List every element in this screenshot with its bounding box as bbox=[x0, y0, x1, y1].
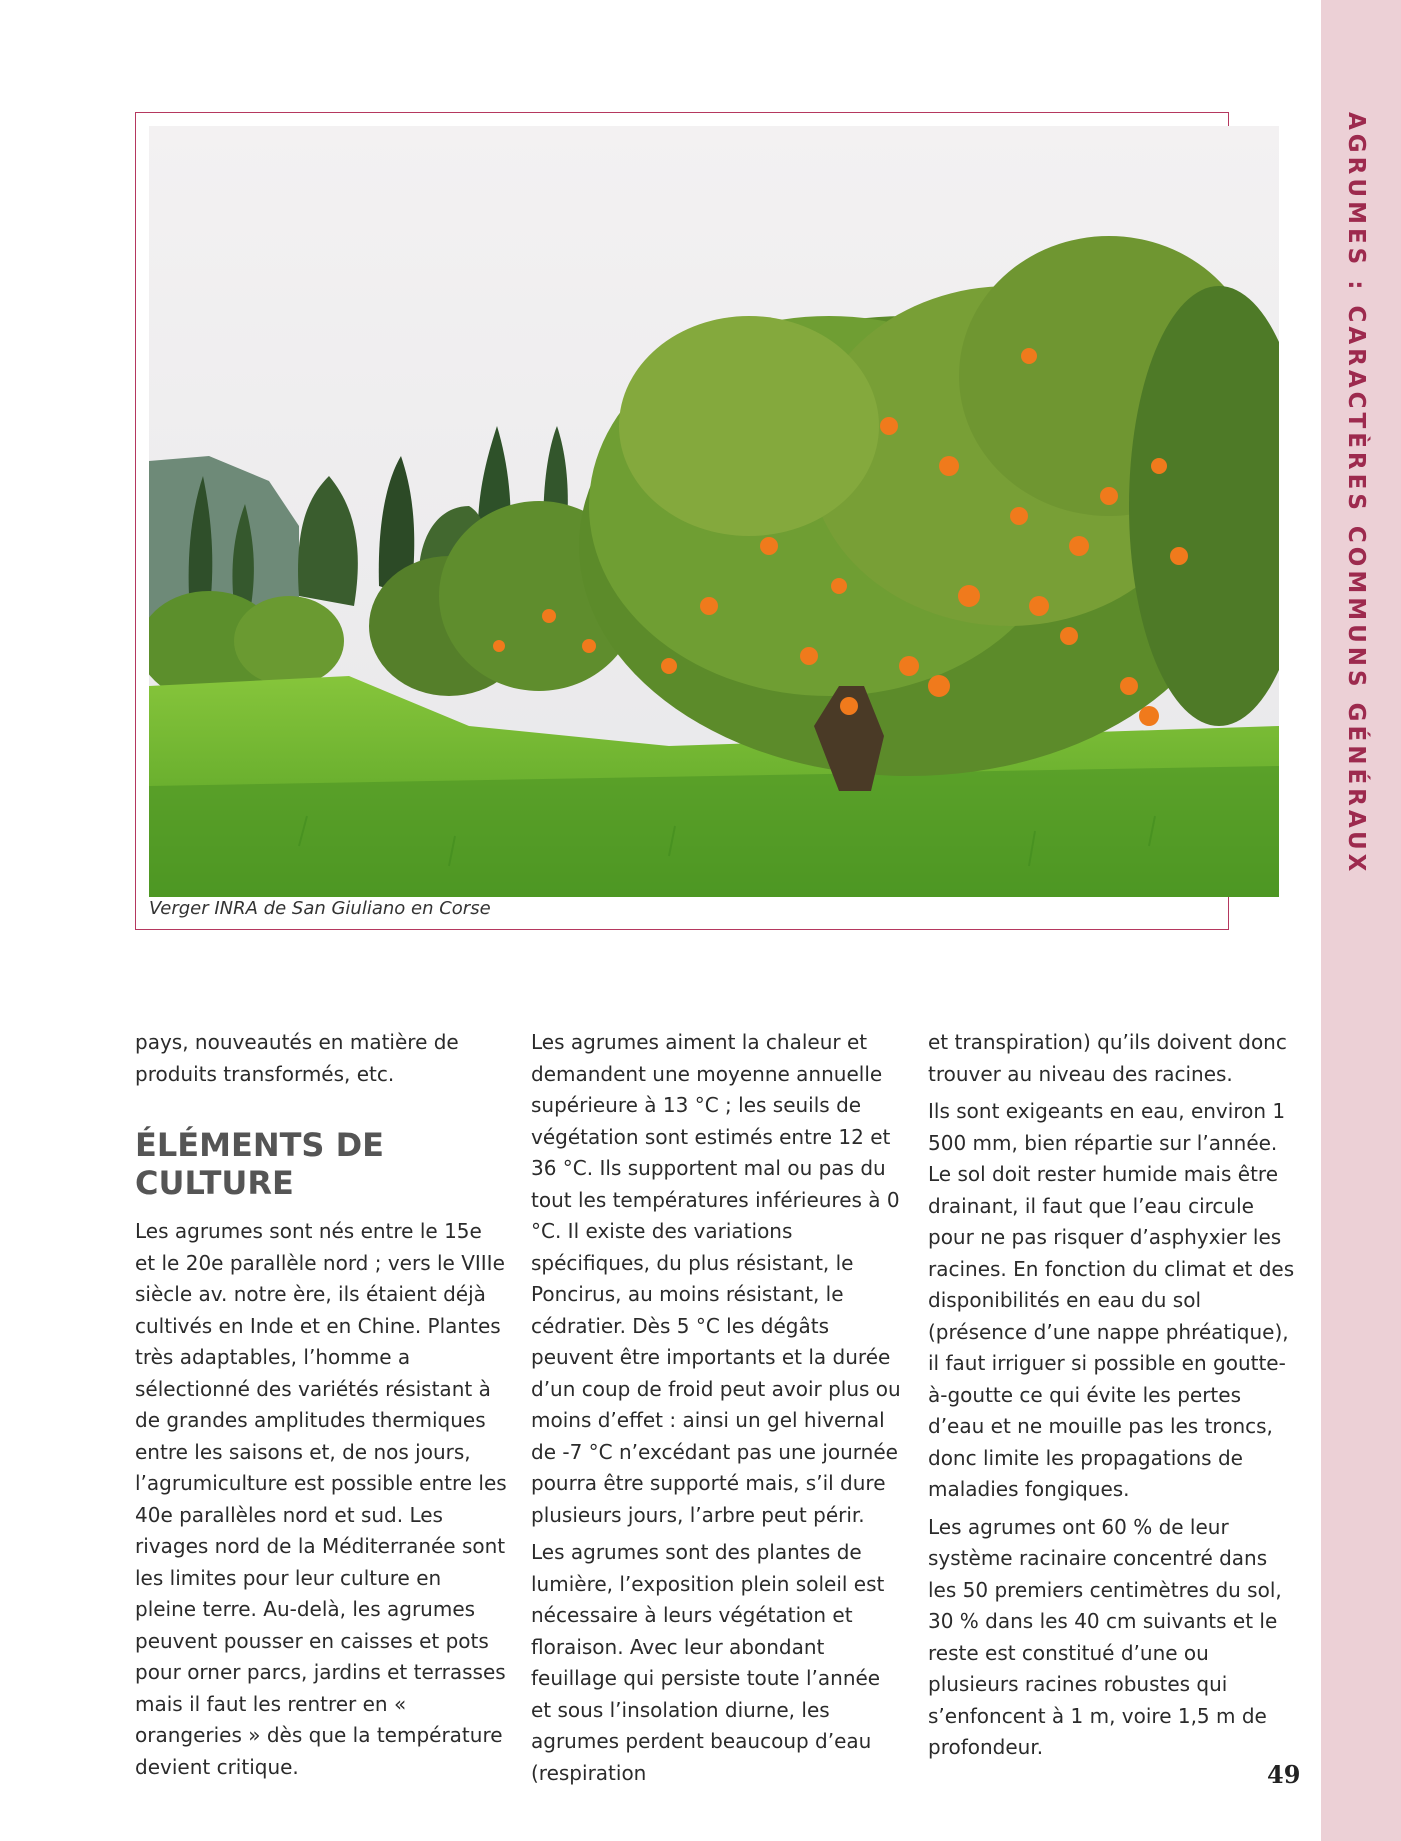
text-column-1 bbox=[135, 1027, 507, 1789]
paragraph: pays, nouveautés en matière de produits transformés, etc. bbox=[135, 1030, 459, 1086]
section-heading: ÉLÉMENTS DE CULTURE bbox=[135, 1126, 385, 1202]
orchard-illustration bbox=[149, 126, 1279, 897]
paragraph: Les agrumes sont des plantes de lumière, l’exposition plein soleil est nécessaire à leurs végétation et floraison. Avec leur abondant feuillage qui persiste toute l’année et sous l’insolation diurne, les agrumes perdent beaucoup d’eau (respiration bbox=[531, 1540, 885, 1785]
photo-figure bbox=[135, 112, 1229, 930]
paragraph: Ils sont exigeants en eau, environ 1 500 mm, bien répartie sur l’année. Le sol doit rester humide mais être drainant, il faut que l’eau circule pour ne pas risquer d’asphyxier les racines. En fonction du climat et des disponibilités en eau du sol (présence d’une nappe phréatique), il faut irriguer si possible en goutte-à-goutte ce qui évite les pertes d’eau et ne mouille pas les troncs, donc limite les propagations de maladies fongiques. bbox=[928, 1099, 1295, 1501]
paragraph: et transpiration) qu’ils doivent donc trouver au niveau des racines. bbox=[928, 1030, 1287, 1086]
chapter-side-title: AGRUMES : CARACTÈRES COMMUNS GÉNÉRAUX bbox=[1343, 112, 1369, 876]
text-column-2 bbox=[531, 1027, 903, 1795]
text-column-3 bbox=[928, 1027, 1300, 1770]
paragraph: Les agrumes aiment la chaleur et demandent une moyenne annuelle supérieure à 13 °C ; les seuils de végétation sont estimés entre 12 et 36 °C. Ils supportent mal ou pas du tout les températures inférieures à 0 °C. Il existe des variations spécifiques, du plus résistant, le Poncirus, au moins résistant, le cédratier. Dès 5 °C les dégâts peuvent être importants et la durée d’un coup de froid peut avoir plus ou moins d’effet : ainsi un gel hivernal de -7 °C n’excédant pas une journée pourra être supporté mais, s’il dure plusieurs jours, l’arbre peut périr. bbox=[531, 1030, 901, 1527]
orchard-photo bbox=[149, 126, 1279, 897]
paragraph: Les agrumes sont nés entre le 15e et le 20e parallèle nord ; vers le VIIIe siècle av. notre ère, ils étaient déjà cultivés en Inde et en Chine. Plantes très adaptables, l’homme a sélectionné des variétés résistant à de grandes amplitudes thermiques entre les saisons et, de nos jours, l’agrumiculture est possible entre les 40e parallèles nord et sud. Les rivages nord de la Méditerranée sont les limites pour leur culture en pleine terre. Au-delà, les agrumes peuvent pousser en caisses et pots pour orner parcs, jardins et terrasses mais il faut les rentrer en « orangeries » dès que la température devient critique. bbox=[135, 1219, 507, 1779]
paragraph: Les agrumes ont 60 % de leur système racinaire concentré dans les 50 premiers centimètres du sol, 30 % dans les 40 cm suivants et le reste est constitué d’une ou plusieurs racines robustes qui s’enfoncent à 1 m, voire 1,5 m de profondeur. bbox=[928, 1514, 1282, 1759]
page-number: 49 bbox=[1267, 1760, 1301, 1789]
photo-caption: Verger INRA de San Giuliano en Corse bbox=[149, 898, 491, 919]
